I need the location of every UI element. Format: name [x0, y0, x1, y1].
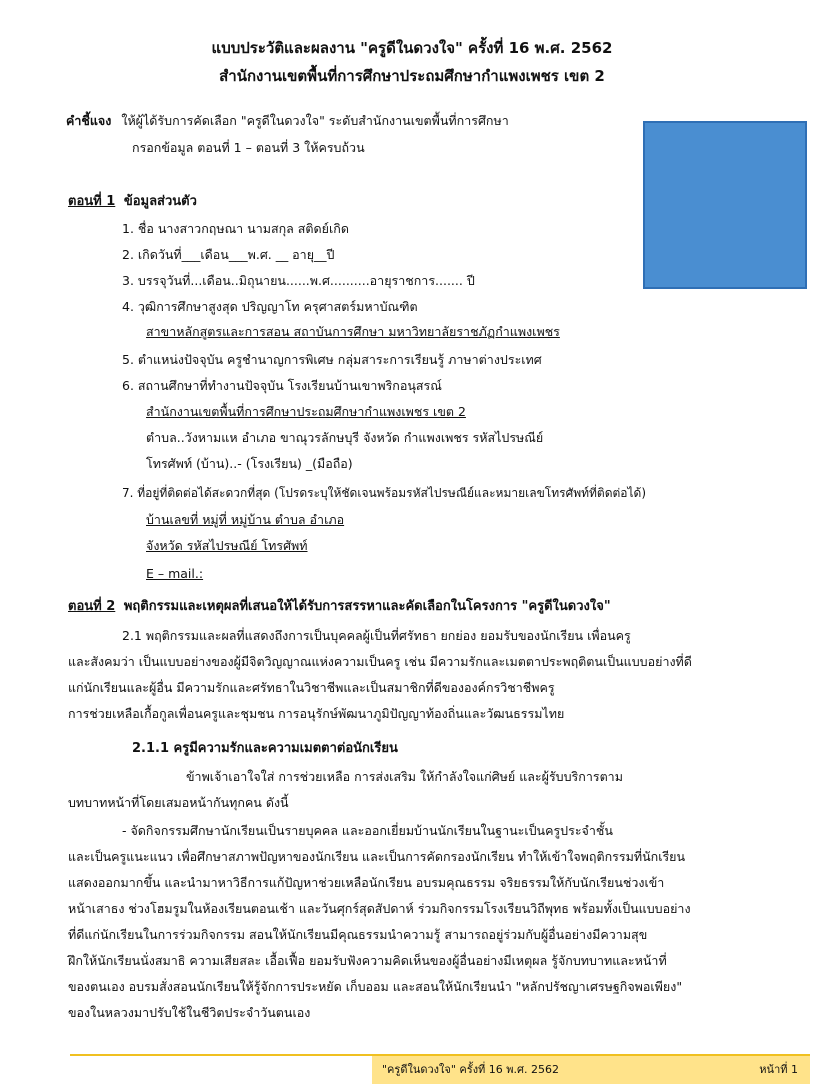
- field-school-address: ตำบล..วังหามแห อำเภอ ขาณุวรลักษบุรี จังหวัด กำแพงเพชร รหัสไปรษณีย์: [146, 430, 544, 445]
- part1-heading: [68, 193, 197, 211]
- paragraph-care-line: ข้าพเจ้าเอาใจใส่ การช่วยเหลือ การส่งเสริม ให้กำลังใจแก่ศิษย์ และผู้รับบริการตาม: [186, 769, 623, 784]
- document-subtitle: สำนักงานเขตพื้นที่การศึกษาประถมศึกษากำแพงเพชร เขต 2: [219, 67, 605, 85]
- field-school: 6. สถานศึกษาที่ทำงานปัจจุบัน โรงเรียนบ้านเขาพริกอนุสรณ์: [122, 378, 442, 393]
- paragraph-activity-line: และเป็นครูแนะแนว เพื่อศึกษาสภาพปัญหาของนักเรียน และเป็นการคัดกรองนักเรียน ทำให้เข้าใจพฤติกรรมที่นักเรียน: [68, 849, 686, 864]
- instructions-label: คำชี้แจง: [66, 113, 112, 128]
- field-education: 4. วุฒิการศึกษาสูงสุด ปริญญาโท ครุศาสตร์มหาบัณฑิต: [122, 299, 418, 314]
- instructions-text-1: ให้ผู้ได้รับการคัดเลือก "ครูดีในดวงใจ" ระดับสำนักงานเขตพื้นที่การศึกษา: [121, 113, 509, 128]
- part2-heading-text: พฤติกรรมและเหตุผลที่เสนอให้ได้รับการสรรหาและคัดเลือกในโครงการ "ครูดีในดวงใจ": [123, 599, 611, 614]
- paragraph-activity-line: ฝึกให้นักเรียนนั่งสมาธิ ความเสียสละ เอื้อเฟื้อ ยอมรับฟังความคิดเห็นของผู้อื่นอย่างมีเหตุผล รู้จักบทบาทและหน้าที่: [68, 953, 667, 968]
- paragraph-activity-line: แสดงออกมากขึ้น และนำมาหาวิธีการแก้ปัญหาช่วยเหลือนักเรียน อบรมคุณธรรม จริยธรรมให้กับนักเรียนช่วงเข้า: [68, 875, 665, 890]
- instructions-line-1: [66, 112, 509, 130]
- part1-heading-num: ตอนที่ 1: [68, 194, 116, 209]
- paragraph-activity-line: ของตนเอง อบรมสั่งสอนนักเรียนให้รู้จักการประหยัด เก็บออม และสอนให้นักเรียนนำ "หลักปรัชญาเศรษฐกิจพอเพียง": [68, 979, 683, 994]
- field-appointed: 3. บรรจุวันที่...เดือน..มิถุนายน......พ.ศ..........อายุราชการ....... ปี: [122, 273, 475, 288]
- paragraph-2-1-line: 2.1 พฤติกรรมและผลที่แสดงถึงการเป็นบุคคลผู้เป็นที่ศรัทธา ยกย่อง ยอมรับของนักเรียน เพื่อนครู: [122, 628, 631, 643]
- part2-heading-num: ตอนที่ 2: [68, 599, 116, 614]
- sub-heading-2-1-1: 2.1.1 ครูมีความรักและความเมตตาต่อนักเรียน: [132, 741, 398, 756]
- page-number: หน้าที่ 1: [759, 1063, 798, 1076]
- paragraph-activity-line: หน้าเสาธง ช่วงโฮมรูมในห้องเรียนตอนเช้า และวันศุกร์สุดสัปดาห์ ร่วมกิจกรรมโรงเรียนวิถีพุทธ พร้อมทั้งเป็นแบบอย่าง: [68, 901, 691, 916]
- paragraph-2-1-line: แก่นักเรียนและผู้อื่น มีความรักและศรัทธาในวิชาชีพและเป็นสมาชิกที่ดีขององค์กรวิชาชีพครู: [68, 680, 555, 695]
- field-contact-address: 7. ที่อยู่ที่ติดต่อได้สะดวกที่สุด (โปรดระบุให้ชัดเจนพร้อมรหัสไปรษณีย์และหมายเลขโทรศัพท์ที่ติดต่อได้): [122, 486, 647, 500]
- paragraph-2-1-line: และสังคมว่า เป็นแบบอย่างของผู้มีจิตวิญญาณแห่งความเป็นครู เช่น มีความรักและเมตตาประพฤติตนเป็นแบบอย่างที่ดี: [68, 654, 692, 669]
- field-email: E – mail.:: [146, 566, 204, 581]
- part1-heading-text: ข้อมูลส่วนตัว: [123, 194, 197, 209]
- document-title: แบบประวัติและผลงาน "ครูดีในดวงใจ" ครั้งที่ 16 พ.ศ. 2562: [211, 39, 613, 57]
- field-birth: 2. เกิดวันที่___เดือน___พ.ศ. __ อายุ__ปี: [122, 247, 335, 262]
- field-name: 1. ชื่อ นางสาวกฤษณา นามสกุล สติดย์เกิด: [122, 221, 349, 236]
- paragraph-care-line: บทบาทหน้าที่โดยเสมอหน้ากันทุกคน ดังนี้: [68, 795, 289, 810]
- instructions-text-2: กรอกข้อมูล ตอนที่ 1 – ตอนที่ 3 ให้ครบถ้วน: [132, 140, 365, 155]
- field-education-major: สาขาหลักสูตรและการสอน สถาบันการศึกษา มหาวิทยาลัยราชภัฏกำแพงเพชร: [146, 324, 560, 339]
- footer: [372, 1056, 810, 1084]
- field-province: จังหวัด รหัสไปรษณีย์ โทรศัพท์: [146, 538, 308, 553]
- field-house-address: บ้านเลขที่ หมู่ที่ หมู่บ้าน ตำบล อำเภอ: [146, 512, 345, 527]
- paragraph-activity-line: - จัดกิจกรรมศึกษานักเรียนเป็นรายบุคคล และออกเยี่ยมบ้านนักเรียนในฐานะเป็นครูประจำชั้น: [122, 823, 613, 838]
- field-position: 5. ตำแหน่งปัจจุบัน ครูชำนาญการพิเศษ กลุ่มสาระการเรียนรู้ ภาษาต่างประเทศ: [122, 352, 542, 367]
- field-phone: โทรศัพท์ (บ้าน)..- (โรงเรียน) _(มือถือ): [146, 456, 353, 471]
- part2-heading: [68, 598, 611, 616]
- paragraph-activity-line: ที่ดีแก่นักเรียนในการร่วมกิจกรรม สอนให้นักเรียนมีคุณธรรมนำความรู้ สามารถอยู่ร่วมกับผู้อื่นอย่างมีความสุข: [68, 927, 648, 942]
- photo-placeholder: [643, 121, 807, 289]
- paragraph-activity-line: ของในหลวงมาปรับใช้ในชีวิตประจำวันตนเอง: [68, 1005, 311, 1020]
- footer-text: "ครูดีในดวงใจ" ครั้งที่ 16 พ.ศ. 2562: [382, 1063, 560, 1076]
- paragraph-2-1-line: การช่วยเหลือเกื้อกูลเพื่อนครูและชุมชน การอนุรักษ์พัฒนาภูมิปัญญาท้องถิ่นและวัฒนธรรมไทย: [68, 706, 565, 721]
- field-school-office: สำนักงานเขตพื้นที่การศึกษาประถมศึกษากำแพงเพชร เขต 2: [146, 404, 466, 419]
